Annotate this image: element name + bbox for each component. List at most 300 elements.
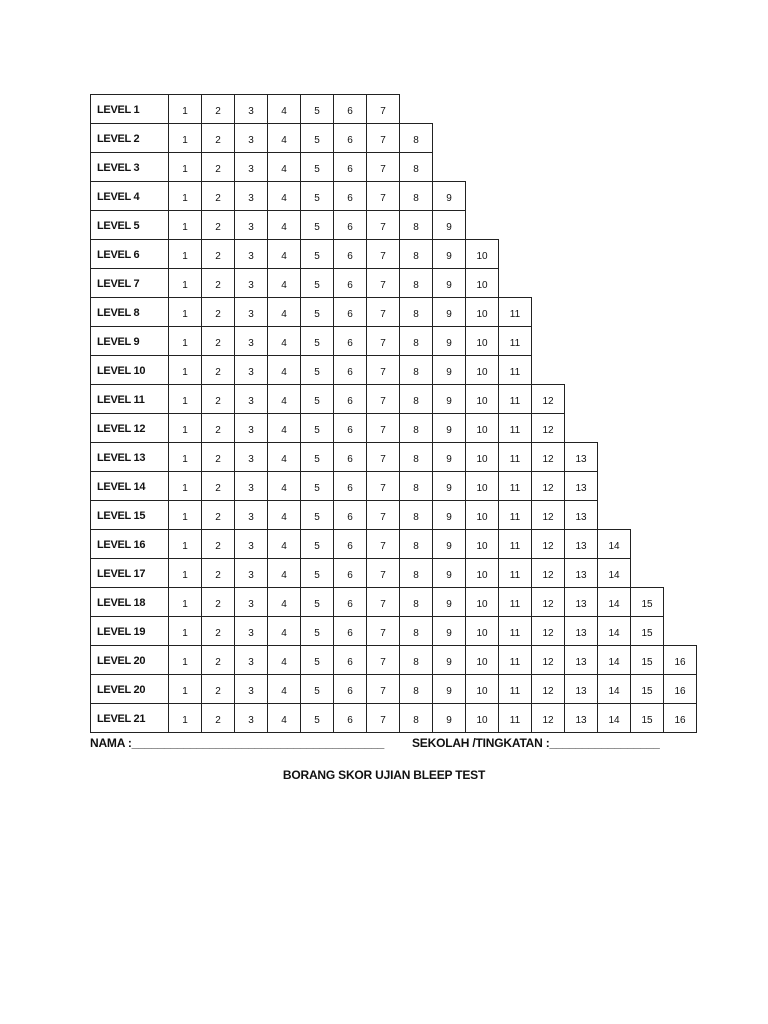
shuttle-cell[interactable]: 13 xyxy=(564,616,598,646)
shuttle-cell[interactable]: 7 xyxy=(366,326,400,356)
shuttle-cell[interactable]: 2 xyxy=(201,442,235,472)
shuttle-cell[interactable]: 14 xyxy=(597,616,631,646)
shuttle-cell[interactable]: 3 xyxy=(234,529,268,559)
shuttle-cell[interactable]: 1 xyxy=(168,674,202,704)
shuttle-cell[interactable]: 14 xyxy=(597,558,631,588)
shuttle-cell[interactable]: 9 xyxy=(432,587,466,617)
shuttle-cell[interactable]: 7 xyxy=(366,239,400,269)
shuttle-cell[interactable]: 7 xyxy=(366,703,400,733)
shuttle-cell[interactable]: 3 xyxy=(234,703,268,733)
shuttle-cell[interactable]: 6 xyxy=(333,297,367,327)
shuttle-cell[interactable]: 8 xyxy=(399,645,433,675)
shuttle-cell[interactable]: 7 xyxy=(366,94,400,124)
shuttle-cell[interactable]: 4 xyxy=(267,152,301,182)
shuttle-cell[interactable]: 9 xyxy=(432,616,466,646)
shuttle-cell[interactable]: 12 xyxy=(531,645,565,675)
level-label: LEVEL 2 xyxy=(90,123,169,153)
shuttle-cell[interactable]: 2 xyxy=(201,413,235,443)
shuttle-cell[interactable]: 4 xyxy=(267,703,301,733)
shuttle-cell[interactable]: 6 xyxy=(333,703,367,733)
shuttle-cell[interactable]: 5 xyxy=(300,616,334,646)
shuttle-cell[interactable]: 1 xyxy=(168,152,202,182)
shuttle-cell[interactable]: 11 xyxy=(498,413,532,443)
shuttle-cell[interactable]: 9 xyxy=(432,500,466,530)
level-label: LEVEL 15 xyxy=(90,500,169,530)
shuttle-cell[interactable]: 7 xyxy=(366,645,400,675)
shuttle-cell[interactable]: 5 xyxy=(300,587,334,617)
shuttle-cell[interactable]: 10 xyxy=(465,616,499,646)
shuttle-cell[interactable]: 3 xyxy=(234,442,268,472)
shuttle-cell[interactable]: 4 xyxy=(267,239,301,269)
shuttle-cell[interactable]: 8 xyxy=(399,181,433,211)
shuttle-cell[interactable]: 8 xyxy=(399,529,433,559)
shuttle-cell[interactable]: 10 xyxy=(465,384,499,414)
shuttle-cell[interactable]: 10 xyxy=(465,413,499,443)
shuttle-cell[interactable]: 8 xyxy=(399,500,433,530)
shuttle-cell[interactable]: 13 xyxy=(564,529,598,559)
shuttle-cell[interactable]: 4 xyxy=(267,500,301,530)
shuttle-cell[interactable]: 3 xyxy=(234,645,268,675)
shuttle-cell[interactable]: 12 xyxy=(531,558,565,588)
shuttle-cell[interactable]: 2 xyxy=(201,558,235,588)
shuttle-cell[interactable]: 13 xyxy=(564,645,598,675)
shuttle-cell[interactable]: 12 xyxy=(531,413,565,443)
shuttle-cell[interactable]: 1 xyxy=(168,616,202,646)
level-label: LEVEL 4 xyxy=(90,181,169,211)
shuttle-cell[interactable]: 10 xyxy=(465,500,499,530)
shuttle-cell[interactable]: 15 xyxy=(630,616,664,646)
shuttle-cell[interactable]: 2 xyxy=(201,210,235,240)
level-label: LEVEL 21 xyxy=(90,703,169,733)
shuttle-cell[interactable]: 7 xyxy=(366,529,400,559)
level-label: LEVEL 13 xyxy=(90,442,169,472)
shuttle-cell[interactable]: 13 xyxy=(564,558,598,588)
level-row xyxy=(90,326,696,355)
shuttle-cell[interactable]: 5 xyxy=(300,674,334,704)
shuttle-cell[interactable]: 16 xyxy=(663,674,697,704)
shuttle-cell[interactable]: 3 xyxy=(234,123,268,153)
shuttle-cell[interactable]: 5 xyxy=(300,558,334,588)
shuttle-cell[interactable]: 5 xyxy=(300,239,334,269)
shuttle-cell[interactable]: 3 xyxy=(234,674,268,704)
shuttle-cell[interactable]: 9 xyxy=(432,674,466,704)
shuttle-cell[interactable]: 11 xyxy=(498,529,532,559)
shuttle-cell[interactable]: 10 xyxy=(465,529,499,559)
shuttle-cell[interactable]: 1 xyxy=(168,500,202,530)
shuttle-cell[interactable]: 5 xyxy=(300,181,334,211)
shuttle-cell[interactable]: 8 xyxy=(399,268,433,298)
shuttle-cell[interactable]: 8 xyxy=(399,239,433,269)
shuttle-cell[interactable]: 3 xyxy=(234,94,268,124)
shuttle-cell[interactable]: 2 xyxy=(201,355,235,385)
shuttle-cell[interactable]: 6 xyxy=(333,94,367,124)
shuttle-cell[interactable]: 7 xyxy=(366,500,400,530)
shuttle-cell[interactable]: 14 xyxy=(597,645,631,675)
shuttle-cell[interactable]: 4 xyxy=(267,181,301,211)
shuttle-cell[interactable]: 3 xyxy=(234,355,268,385)
shuttle-cell[interactable]: 7 xyxy=(366,413,400,443)
shuttle-cell[interactable]: 7 xyxy=(366,616,400,646)
shuttle-cell[interactable]: 1 xyxy=(168,210,202,240)
shuttle-cell[interactable]: 6 xyxy=(333,471,367,501)
shuttle-cell[interactable]: 8 xyxy=(399,355,433,385)
shuttle-cell[interactable]: 9 xyxy=(432,529,466,559)
shuttle-cell[interactable]: 8 xyxy=(399,587,433,617)
level-label: LEVEL 17 xyxy=(90,558,169,588)
shuttle-cell[interactable]: 10 xyxy=(465,297,499,327)
shuttle-cell[interactable]: 3 xyxy=(234,413,268,443)
shuttle-cell[interactable]: 1 xyxy=(168,645,202,675)
shuttle-cell[interactable]: 11 xyxy=(498,384,532,414)
shuttle-cell[interactable]: 3 xyxy=(234,181,268,211)
level-row xyxy=(90,413,696,442)
shuttle-cell[interactable]: 10 xyxy=(465,355,499,385)
level-row xyxy=(90,703,696,732)
shuttle-cell[interactable]: 2 xyxy=(201,123,235,153)
shuttle-cell[interactable]: 2 xyxy=(201,703,235,733)
shuttle-cell[interactable]: 5 xyxy=(300,268,334,298)
level-row xyxy=(90,384,696,413)
shuttle-cell[interactable]: 8 xyxy=(399,616,433,646)
shuttle-cell[interactable]: 7 xyxy=(366,558,400,588)
shuttle-cell[interactable]: 8 xyxy=(399,471,433,501)
level-label: LEVEL 14 xyxy=(90,471,169,501)
shuttle-cell[interactable]: 6 xyxy=(333,645,367,675)
shuttle-cell[interactable]: 7 xyxy=(366,587,400,617)
shuttle-cell[interactable]: 7 xyxy=(366,355,400,385)
shuttle-cell[interactable]: 12 xyxy=(531,500,565,530)
shuttle-cell[interactable]: 3 xyxy=(234,210,268,240)
shuttle-cell[interactable]: 5 xyxy=(300,94,334,124)
shuttle-cell[interactable]: 5 xyxy=(300,326,334,356)
shuttle-cell[interactable]: 12 xyxy=(531,471,565,501)
shuttle-cell[interactable]: 12 xyxy=(531,384,565,414)
level-row xyxy=(90,645,696,674)
shuttle-cell[interactable]: 11 xyxy=(498,471,532,501)
shuttle-cell[interactable]: 1 xyxy=(168,442,202,472)
level-label: LEVEL 12 xyxy=(90,413,169,443)
shuttle-cell[interactable]: 8 xyxy=(399,326,433,356)
shuttle-cell[interactable]: 6 xyxy=(333,413,367,443)
shuttle-cell[interactable]: 6 xyxy=(333,529,367,559)
shuttle-cell[interactable]: 3 xyxy=(234,268,268,298)
shuttle-cell[interactable]: 13 xyxy=(564,587,598,617)
shuttle-cell[interactable]: 9 xyxy=(432,558,466,588)
shuttle-cell[interactable]: 1 xyxy=(168,413,202,443)
shuttle-cell[interactable]: 4 xyxy=(267,94,301,124)
level-label: LEVEL 19 xyxy=(90,616,169,646)
level-label: LEVEL 10 xyxy=(90,355,169,385)
shuttle-cell[interactable]: 8 xyxy=(399,210,433,240)
level-row xyxy=(90,674,696,703)
shuttle-cell[interactable]: 2 xyxy=(201,94,235,124)
level-row xyxy=(90,442,696,471)
shuttle-cell[interactable]: 1 xyxy=(168,384,202,414)
level-label: LEVEL 16 xyxy=(90,529,169,559)
shuttle-cell[interactable]: 6 xyxy=(333,355,367,385)
shuttle-cell[interactable]: 4 xyxy=(267,297,301,327)
shuttle-cell[interactable]: 14 xyxy=(597,529,631,559)
shuttle-cell[interactable]: 10 xyxy=(465,558,499,588)
shuttle-cell[interactable]: 4 xyxy=(267,558,301,588)
shuttle-cell[interactable]: 15 xyxy=(630,645,664,675)
shuttle-cell[interactable]: 3 xyxy=(234,326,268,356)
shuttle-cell[interactable]: 1 xyxy=(168,297,202,327)
shuttle-cell[interactable]: 1 xyxy=(168,123,202,153)
shuttle-cell[interactable]: 5 xyxy=(300,471,334,501)
shuttle-cell[interactable]: 11 xyxy=(498,645,532,675)
shuttle-cell[interactable]: 12 xyxy=(531,587,565,617)
shuttle-cell[interactable]: 5 xyxy=(300,210,334,240)
shuttle-cell[interactable]: 6 xyxy=(333,152,367,182)
shuttle-cell[interactable]: 11 xyxy=(498,587,532,617)
shuttle-cell[interactable]: 7 xyxy=(366,210,400,240)
shuttle-cell[interactable]: 6 xyxy=(333,500,367,530)
shuttle-cell[interactable]: 12 xyxy=(531,703,565,733)
shuttle-cell[interactable]: 4 xyxy=(267,268,301,298)
shuttle-cell[interactable]: 7 xyxy=(366,123,400,153)
shuttle-cell[interactable]: 8 xyxy=(399,384,433,414)
shuttle-cell[interactable]: 13 xyxy=(564,471,598,501)
shuttle-cell[interactable]: 6 xyxy=(333,181,367,211)
shuttle-cell[interactable]: 3 xyxy=(234,152,268,182)
shuttle-cell[interactable]: 6 xyxy=(333,384,367,414)
shuttle-cell[interactable]: 2 xyxy=(201,326,235,356)
shuttle-cell[interactable]: 6 xyxy=(333,268,367,298)
shuttle-cell[interactable]: 14 xyxy=(597,703,631,733)
shuttle-cell[interactable]: 5 xyxy=(300,645,334,675)
shuttle-cell[interactable]: 6 xyxy=(333,123,367,153)
shuttle-cell[interactable]: 2 xyxy=(201,616,235,646)
shuttle-cell[interactable]: 11 xyxy=(498,500,532,530)
shuttle-cell[interactable]: 6 xyxy=(333,674,367,704)
shuttle-cell[interactable]: 7 xyxy=(366,268,400,298)
shuttle-cell[interactable]: 8 xyxy=(399,413,433,443)
shuttle-cell[interactable]: 2 xyxy=(201,297,235,327)
shuttle-cell[interactable]: 1 xyxy=(168,181,202,211)
shuttle-cell[interactable]: 15 xyxy=(630,674,664,704)
shuttle-cell[interactable]: 11 xyxy=(498,674,532,704)
shuttle-cell[interactable]: 6 xyxy=(333,239,367,269)
shuttle-cell[interactable]: 5 xyxy=(300,703,334,733)
shuttle-cell[interactable]: 14 xyxy=(597,587,631,617)
shuttle-cell[interactable]: 4 xyxy=(267,413,301,443)
shuttle-cell[interactable]: 2 xyxy=(201,587,235,617)
shuttle-cell[interactable]: 14 xyxy=(597,674,631,704)
shuttle-cell[interactable]: 4 xyxy=(267,326,301,356)
shuttle-cell[interactable]: 2 xyxy=(201,674,235,704)
shuttle-cell[interactable]: 5 xyxy=(300,355,334,385)
shuttle-cell[interactable]: 4 xyxy=(267,210,301,240)
level-row xyxy=(90,210,696,239)
shuttle-cell[interactable]: 7 xyxy=(366,297,400,327)
shuttle-cell[interactable]: 12 xyxy=(531,616,565,646)
shuttle-cell[interactable]: 2 xyxy=(201,500,235,530)
shuttle-cell[interactable]: 7 xyxy=(366,384,400,414)
level-label: LEVEL 18 xyxy=(90,587,169,617)
shuttle-cell[interactable]: 5 xyxy=(300,297,334,327)
shuttle-cell[interactable]: 10 xyxy=(465,587,499,617)
shuttle-cell[interactable]: 8 xyxy=(399,297,433,327)
shuttle-cell[interactable]: 9 xyxy=(432,326,466,356)
shuttle-cell[interactable]: 4 xyxy=(267,587,301,617)
school-class-field-line[interactable]: SEKOLAH /TINGKATAN :_________________ xyxy=(412,736,660,750)
shuttle-cell[interactable]: 6 xyxy=(333,326,367,356)
level-label: LEVEL 11 xyxy=(90,384,169,414)
shuttle-cell[interactable]: 8 xyxy=(399,703,433,733)
shuttle-cell[interactable]: 10 xyxy=(465,239,499,269)
shuttle-cell[interactable]: 9 xyxy=(432,384,466,414)
shuttle-cell[interactable]: 8 xyxy=(399,442,433,472)
shuttle-cell[interactable]: 4 xyxy=(267,674,301,704)
shuttle-cell[interactable]: 4 xyxy=(267,471,301,501)
shuttle-cell[interactable]: 2 xyxy=(201,645,235,675)
level-row xyxy=(90,268,696,297)
shuttle-cell[interactable]: 6 xyxy=(333,587,367,617)
level-label: LEVEL 20 xyxy=(90,674,169,704)
shuttle-cell[interactable]: 2 xyxy=(201,268,235,298)
shuttle-cell[interactable]: 2 xyxy=(201,152,235,182)
shuttle-cell[interactable]: 10 xyxy=(465,703,499,733)
shuttle-cell[interactable]: 5 xyxy=(300,442,334,472)
shuttle-cell[interactable]: 7 xyxy=(366,674,400,704)
shuttle-cell[interactable]: 11 xyxy=(498,326,532,356)
shuttle-cell[interactable]: 7 xyxy=(366,152,400,182)
shuttle-cell[interactable]: 3 xyxy=(234,616,268,646)
shuttle-cell[interactable]: 11 xyxy=(498,616,532,646)
shuttle-cell[interactable]: 11 xyxy=(498,442,532,472)
shuttle-cell[interactable]: 15 xyxy=(630,703,664,733)
shuttle-cell[interactable]: 2 xyxy=(201,239,235,269)
level-row xyxy=(90,239,696,268)
shuttle-cell[interactable]: 9 xyxy=(432,355,466,385)
shuttle-cell[interactable]: 10 xyxy=(465,645,499,675)
shuttle-cell[interactable]: 9 xyxy=(432,471,466,501)
level-row xyxy=(90,616,696,645)
shuttle-cell[interactable]: 6 xyxy=(333,558,367,588)
shuttle-cell[interactable]: 11 xyxy=(498,558,532,588)
shuttle-cell[interactable]: 13 xyxy=(564,442,598,472)
shuttle-cell[interactable]: 1 xyxy=(168,703,202,733)
shuttle-cell[interactable]: 6 xyxy=(333,210,367,240)
shuttle-cell[interactable]: 4 xyxy=(267,616,301,646)
shuttle-cell[interactable]: 1 xyxy=(168,94,202,124)
shuttle-cell[interactable]: 10 xyxy=(465,326,499,356)
level-row xyxy=(90,558,696,587)
name-field-line[interactable]: NAMA :_______________________________________ xyxy=(90,736,385,750)
shuttle-cell[interactable]: 4 xyxy=(267,355,301,385)
level-label: LEVEL 20 xyxy=(90,645,169,675)
shuttle-cell[interactable]: 6 xyxy=(333,442,367,472)
shuttle-cell[interactable]: 1 xyxy=(168,558,202,588)
shuttle-cell[interactable]: 8 xyxy=(399,152,433,182)
shuttle-cell[interactable]: 11 xyxy=(498,297,532,327)
shuttle-cell[interactable]: 3 xyxy=(234,587,268,617)
shuttle-cell[interactable]: 3 xyxy=(234,384,268,414)
shuttle-cell[interactable]: 12 xyxy=(531,442,565,472)
shuttle-cell[interactable]: 9 xyxy=(432,239,466,269)
shuttle-cell[interactable]: 9 xyxy=(432,442,466,472)
shuttle-cell[interactable]: 2 xyxy=(201,181,235,211)
shuttle-cell[interactable]: 1 xyxy=(168,529,202,559)
level-row xyxy=(90,500,696,529)
shuttle-cell[interactable]: 3 xyxy=(234,239,268,269)
shuttle-cell[interactable]: 10 xyxy=(465,471,499,501)
shuttle-cell[interactable]: 5 xyxy=(300,384,334,414)
level-label: LEVEL 7 xyxy=(90,268,169,298)
level-row xyxy=(90,123,696,152)
shuttle-cell[interactable]: 10 xyxy=(465,674,499,704)
level-label: LEVEL 5 xyxy=(90,210,169,240)
shuttle-cell[interactable]: 12 xyxy=(531,529,565,559)
shuttle-cell[interactable]: 3 xyxy=(234,297,268,327)
shuttle-cell[interactable]: 6 xyxy=(333,616,367,646)
shuttle-cell[interactable]: 13 xyxy=(564,674,598,704)
shuttle-cell[interactable]: 5 xyxy=(300,123,334,153)
shuttle-cell[interactable]: 2 xyxy=(201,529,235,559)
shuttle-cell[interactable]: 9 xyxy=(432,413,466,443)
shuttle-cell[interactable]: 1 xyxy=(168,355,202,385)
shuttle-cell[interactable]: 7 xyxy=(366,471,400,501)
shuttle-cell[interactable]: 8 xyxy=(399,674,433,704)
shuttle-cell[interactable]: 2 xyxy=(201,471,235,501)
shuttle-cell[interactable]: 2 xyxy=(201,384,235,414)
shuttle-cell[interactable]: 1 xyxy=(168,587,202,617)
shuttle-cell[interactable]: 1 xyxy=(168,268,202,298)
shuttle-cell[interactable]: 4 xyxy=(267,529,301,559)
shuttle-cell[interactable]: 4 xyxy=(267,123,301,153)
shuttle-cell[interactable]: 8 xyxy=(399,558,433,588)
shuttle-cell[interactable]: 7 xyxy=(366,181,400,211)
shuttle-cell[interactable]: 16 xyxy=(663,703,697,733)
shuttle-cell[interactable]: 9 xyxy=(432,297,466,327)
level-row xyxy=(90,152,696,181)
shuttle-cell[interactable]: 5 xyxy=(300,152,334,182)
shuttle-cell[interactable]: 3 xyxy=(234,500,268,530)
shuttle-cell[interactable]: 7 xyxy=(366,442,400,472)
shuttle-cell[interactable]: 10 xyxy=(465,442,499,472)
shuttle-cell[interactable]: 1 xyxy=(168,471,202,501)
shuttle-cell[interactable]: 5 xyxy=(300,529,334,559)
level-label: LEVEL 3 xyxy=(90,152,169,182)
shuttle-cell[interactable]: 5 xyxy=(300,500,334,530)
shuttle-cell[interactable]: 1 xyxy=(168,326,202,356)
level-row xyxy=(90,297,696,326)
shuttle-cell[interactable]: 10 xyxy=(465,268,499,298)
shuttle-cell[interactable]: 8 xyxy=(399,123,433,153)
shuttle-cell[interactable]: 3 xyxy=(234,471,268,501)
shuttle-cell[interactable]: 16 xyxy=(663,645,697,675)
shuttle-cell[interactable]: 4 xyxy=(267,645,301,675)
shuttle-cell[interactable]: 3 xyxy=(234,558,268,588)
shuttle-cell[interactable]: 1 xyxy=(168,239,202,269)
shuttle-cell[interactable]: 9 xyxy=(432,210,466,240)
shuttle-cell[interactable]: 12 xyxy=(531,674,565,704)
shuttle-cell[interactable]: 4 xyxy=(267,384,301,414)
shuttle-cell[interactable]: 11 xyxy=(498,355,532,385)
shuttle-cell[interactable]: 11 xyxy=(498,703,532,733)
shuttle-cell[interactable]: 9 xyxy=(432,703,466,733)
shuttle-cell[interactable]: 9 xyxy=(432,645,466,675)
shuttle-cell[interactable]: 13 xyxy=(564,500,598,530)
shuttle-cell[interactable]: 9 xyxy=(432,181,466,211)
shuttle-cell[interactable]: 9 xyxy=(432,268,466,298)
shuttle-cell[interactable]: 5 xyxy=(300,413,334,443)
shuttle-cell[interactable]: 13 xyxy=(564,703,598,733)
level-row xyxy=(90,355,696,384)
shuttle-cell[interactable]: 15 xyxy=(630,587,664,617)
shuttle-cell[interactable]: 4 xyxy=(267,442,301,472)
